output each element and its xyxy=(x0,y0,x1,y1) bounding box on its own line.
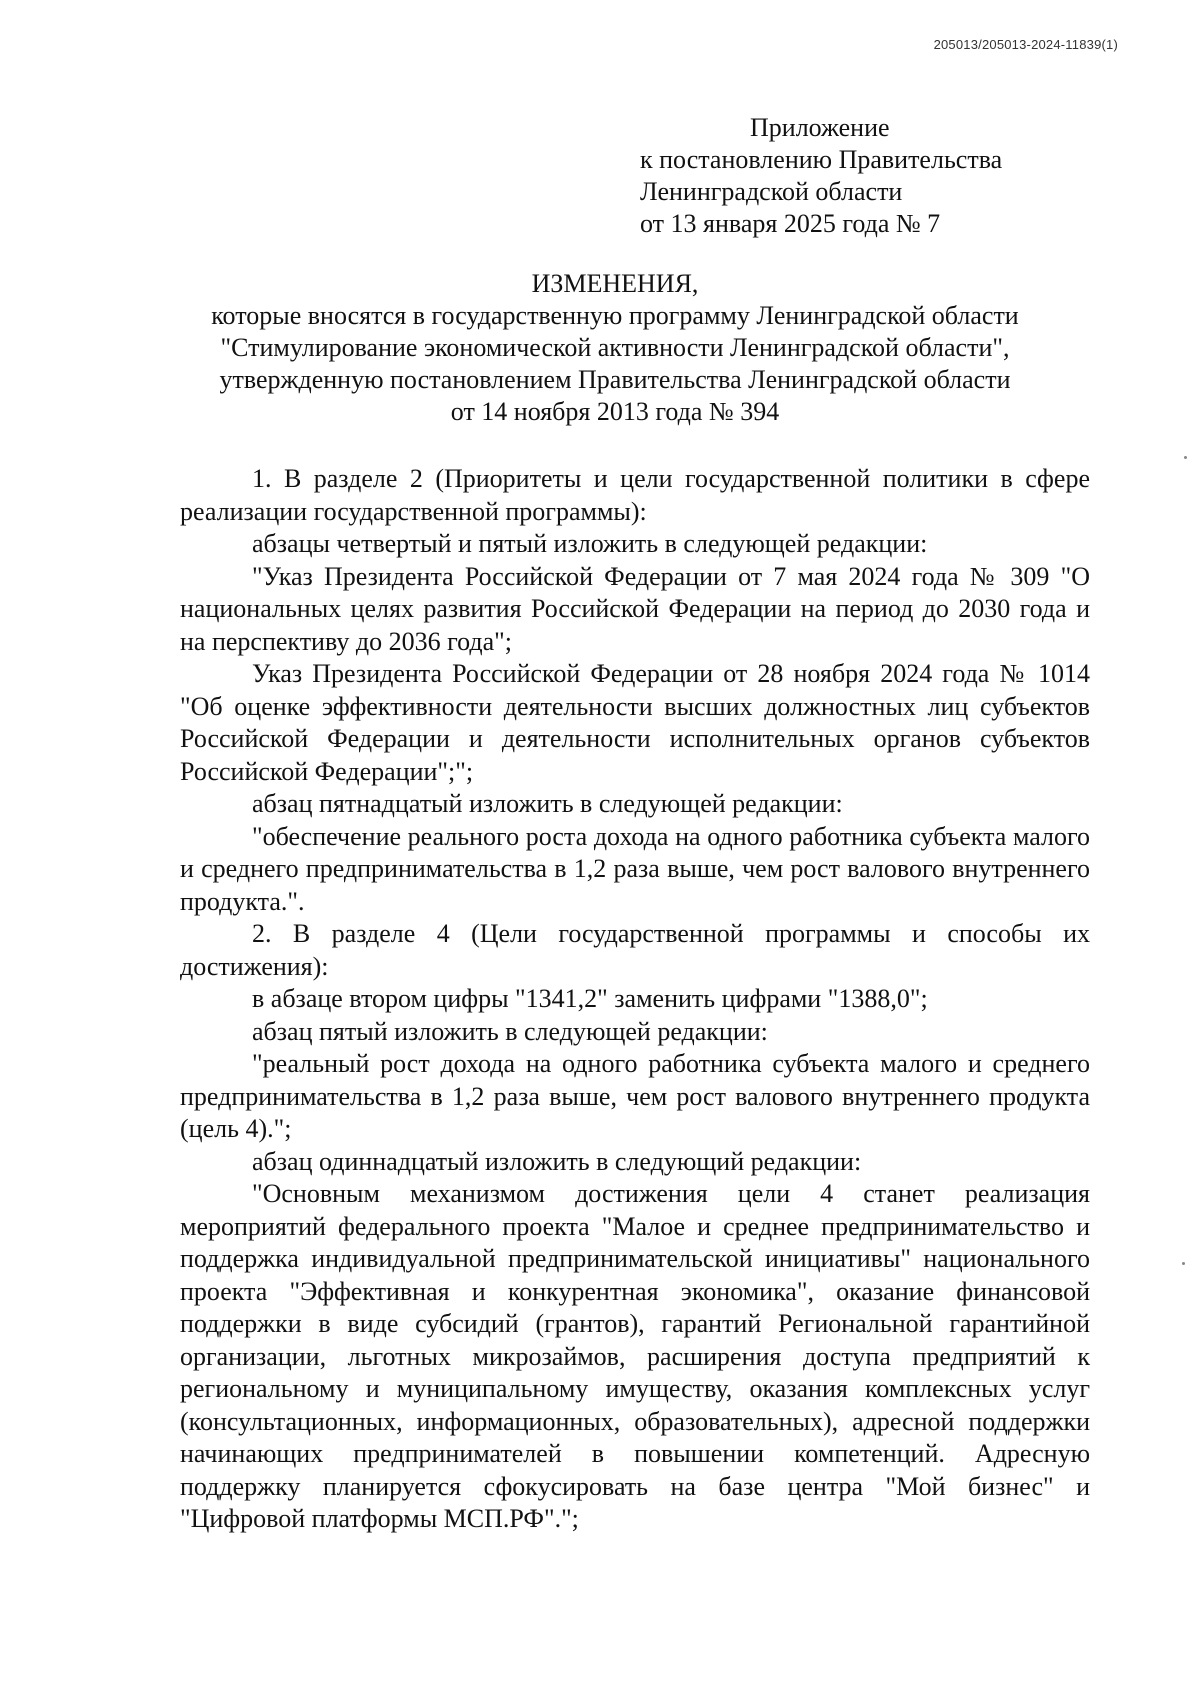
title-line: утвержденную постановлением Правительства Ленинградской области xyxy=(219,365,1011,394)
document-registration-number: 205013/205013-2024-11839(1) xyxy=(933,37,1118,52)
annex-line-resolution: к постановлению Правительства xyxy=(640,145,1003,174)
title-heading: ИЗМЕНЕНИЯ, xyxy=(531,269,699,298)
paragraph: в абзаце втором цифры "1341,2" заменить цифрами "1388,0"; xyxy=(252,984,928,1013)
paragraph: абзац пятнадцатый изложить в следующей редакции: xyxy=(252,789,843,818)
title-line: от 14 ноября 2013 года № 394 xyxy=(450,397,780,426)
annex-title: Приложение xyxy=(750,113,890,142)
title-line: "Стимулирование экономической активности Ленинградской области", xyxy=(220,333,1010,362)
paragraph: абзац пятый изложить в следующей редакции: xyxy=(252,1016,768,1046)
paragraph-quote: "Основным механизмом достижения цели 4 станет реализация мероприятий федерального проекта "Малое и среднее предпринимательство и поддержка индивидуальной предпринимательской инициативы" национального проекта "Эффективная и конкурентная экономика", оказание финансовой поддержки в виде субсидий (грантов), гарантий Региональной гарантийной организации, льготных микрозаймов, расширения доступа предприятий к региональному и муниципальному имуществу, оказания комплексных услуг (консультационных, информационных, образовательных), адресной поддержки начинающих предпринимателей в повышении компетенций. Адресную поддержку планируется сфокусировать на базе центра "Мой бизнес" и "Цифровой платформы МСП.РФ"."; xyxy=(180,1179,1090,1533)
paragraph-quote: Указ Президента Российской Федерации от 28 ноября 2024 года № 1014 "Об оценке эффективности деятельности высших должностных лиц субъектов Российской Федерации и деятельности исполнительных органов субъектов Российской Федерации";"; xyxy=(180,659,1090,786)
paragraph-quote: "обеспечение реального роста дохода на одного работника субъекта малого и среднего предпринимательства в 1,2 раза выше, чем рост валового внутреннего продукта.". xyxy=(180,821,1090,916)
paragraph-quote: "Указ Президента Российской Федерации от 7 мая 2024 года № 309 "О национальных целях развития Российской Федерации на период до 2030 года и на перспективу до 2036 года"; xyxy=(180,561,1090,656)
paragraph: абзац одиннадцатый изложить в следующий редакции: xyxy=(252,1146,862,1176)
title-line: которые вносятся в государственную программу Ленинградской области xyxy=(211,301,1019,330)
paragraph-section-2: 1. В разделе 2 (Приоритеты и цели государственной политики в сфере реализации государственной программы): xyxy=(180,464,1090,526)
paragraph-quote: "реальный рост дохода на одного работника субъекта малого и среднего предпринимательства в 1,2 раза выше, чем рост валового внутреннего продукта (цель 4)."; xyxy=(180,1049,1090,1143)
document-body xyxy=(180,463,1090,1536)
annex-line-region: Ленинградской области xyxy=(640,177,903,206)
annex-line-date: от 13 января 2025 года № 7 xyxy=(640,209,941,238)
document-title xyxy=(150,268,1080,428)
scan-speck xyxy=(1184,456,1187,459)
paragraph: абзацы четвертый и пятый изложить в следующей редакции: xyxy=(252,529,928,558)
paragraph-section-4: 2. В разделе 4 (Цели государственной программы и способы их достижения): xyxy=(180,919,1090,981)
annex-header xyxy=(640,112,1100,240)
scan-speck xyxy=(1182,1262,1185,1265)
